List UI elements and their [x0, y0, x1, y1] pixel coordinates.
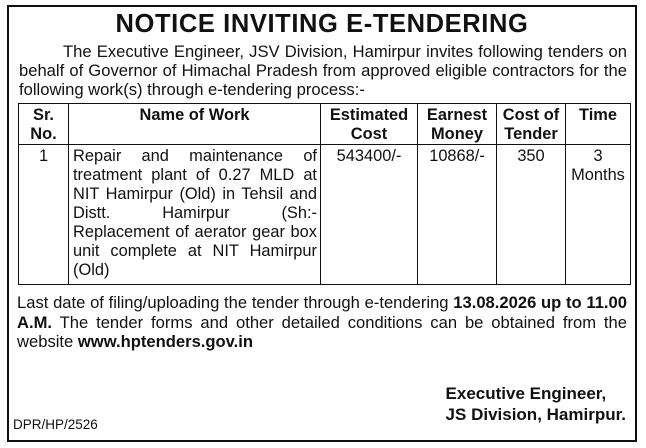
notice-title: NOTICE INVITING E-TENDERING: [115, 10, 529, 38]
signature-title: Executive Engineer,: [445, 384, 607, 403]
works-table: [18, 103, 631, 285]
header-sr-no: Sr. No.: [19, 104, 69, 145]
header-name-of-work: Name of Work: [69, 104, 321, 145]
header-time: Time: [566, 104, 631, 145]
reference-code: DPR/HP/2526: [13, 417, 98, 432]
cell-time: 3 Months: [566, 145, 631, 285]
cell-sr-no: 1: [19, 145, 69, 285]
cell-earnest-money: 10868/-: [418, 145, 497, 285]
signature-block: [446, 383, 626, 425]
deadline-paragraph: Last date of filing/uploading the tender through e-tendering 13.08.2026 up to 11.00 A.M. The tender forms and other detailed conditions can be obtained from the website www.hptenders.gov.in: [17, 293, 627, 351]
cell-estimated-cost: 543400/-: [321, 145, 418, 285]
deadline-time: up to 11.00 A.M.: [17, 293, 627, 332]
deadline-date: 13.08.2026: [453, 293, 537, 312]
header-earnest-money: Earnest Money: [418, 104, 497, 145]
table-row: [19, 145, 631, 285]
website-link[interactable]: www.hptenders.gov.in: [77, 332, 254, 351]
header-cost-of-tender: Cost of Tender: [497, 104, 566, 145]
intro-paragraph: [9, 39, 635, 99]
cell-cost-of-tender: 350: [497, 145, 566, 285]
cell-name-of-work: Repair and maintenance of treatment plant of 0.27 MLD at NIT Hamirpur (Old) in Tehsil and Distt. Hamirpur (Sh:- Replacement of aerator gear box unit complete at NIT Hamirpur (Old): [69, 145, 321, 285]
intro-text: The Executive Engineer, JSV Division, Hamirpur invites following tenders on behalf of Governor of Himachal Pradesh from approved eligible contractors for the following work(s) through e-tendering process:-: [19, 42, 627, 99]
tender-notice: [7, 5, 637, 442]
header-estimated-cost: Estimated Cost: [321, 104, 418, 145]
signature-division: JS Division, Hamirpur.: [445, 405, 626, 424]
table-header-row: [19, 104, 631, 145]
